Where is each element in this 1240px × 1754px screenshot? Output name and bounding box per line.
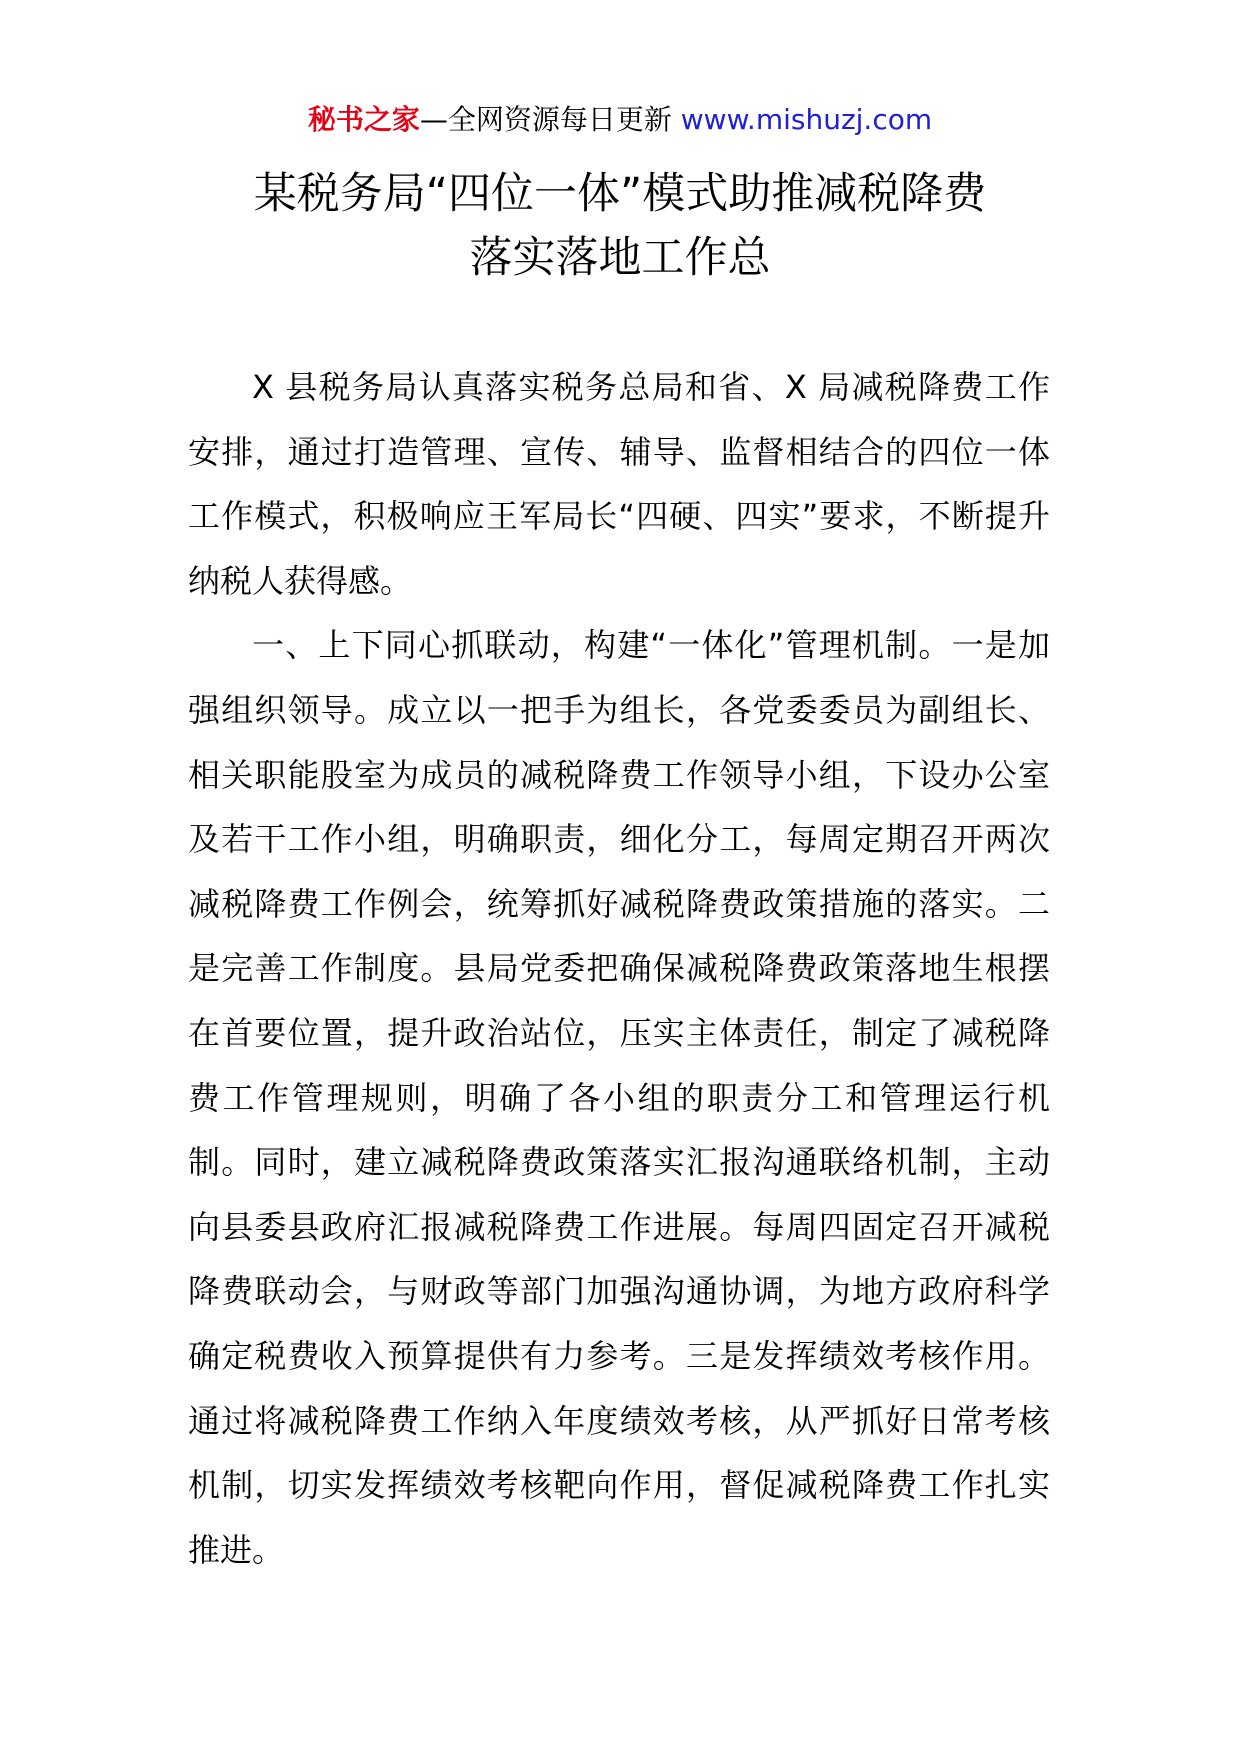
site-header [0, 100, 1240, 140]
document-title-line-2: 落实落地工作总 [469, 233, 771, 283]
document-title-line-1: 某税务局“四位一体”模式助推减税降费 [253, 169, 987, 219]
document-body [188, 355, 1050, 1582]
site-slogan: —全网资源每日更新 [419, 103, 681, 136]
paragraph-section-1: 一、上下同心抓联动，构建“一体化”管理机制。一是加强组织领导。成立以一把手为组长，各党委委员为副组长、相关职能股室为成员的减税降费工作领导小组，下设办公室及若干工作小组，明确职责，细化分工，每周定期召开两次减税降费工作例会，统筹抓好减税降费政策措施的落实。二是完善工作制度。县局党委把确保减税降费政策落地生根摆在首要位置，提升政治站位，压实主体责任，制定了减税降费工作管理规则，明确了各小组的职责分工和管理运行机制。同时，建立减税降费政策落实汇报沟通联络机制，主动向县委县政府汇报减税降费工作进展。每周四固定召开减税降费联动会，与财政等部门加强沟通协调，为地方政府科学确定税费收入预算提供有力参考。三是发挥绩效考核作用。通过将减税降费工作纳入年度绩效考核，从严抓好日常考核机制，切实发挥绩效考核靶向作用，督促减税降费工作扎实推进。 [188, 626, 1050, 1569]
site-brand: 秘书之家 [307, 103, 420, 136]
site-url-link[interactable]: www.mishuzj.com [680, 103, 933, 136]
paragraph-intro: X 县税务局认真落实税务总局和省、X 局减税降费工作安排，通过打造管理、宣传、辅导、监督相结合的四位一体工作模式，积极响应王军局长“四硬、四实”要求，不断提升纳税人获得感。 [188, 368, 1050, 600]
document-title [150, 162, 1090, 290]
